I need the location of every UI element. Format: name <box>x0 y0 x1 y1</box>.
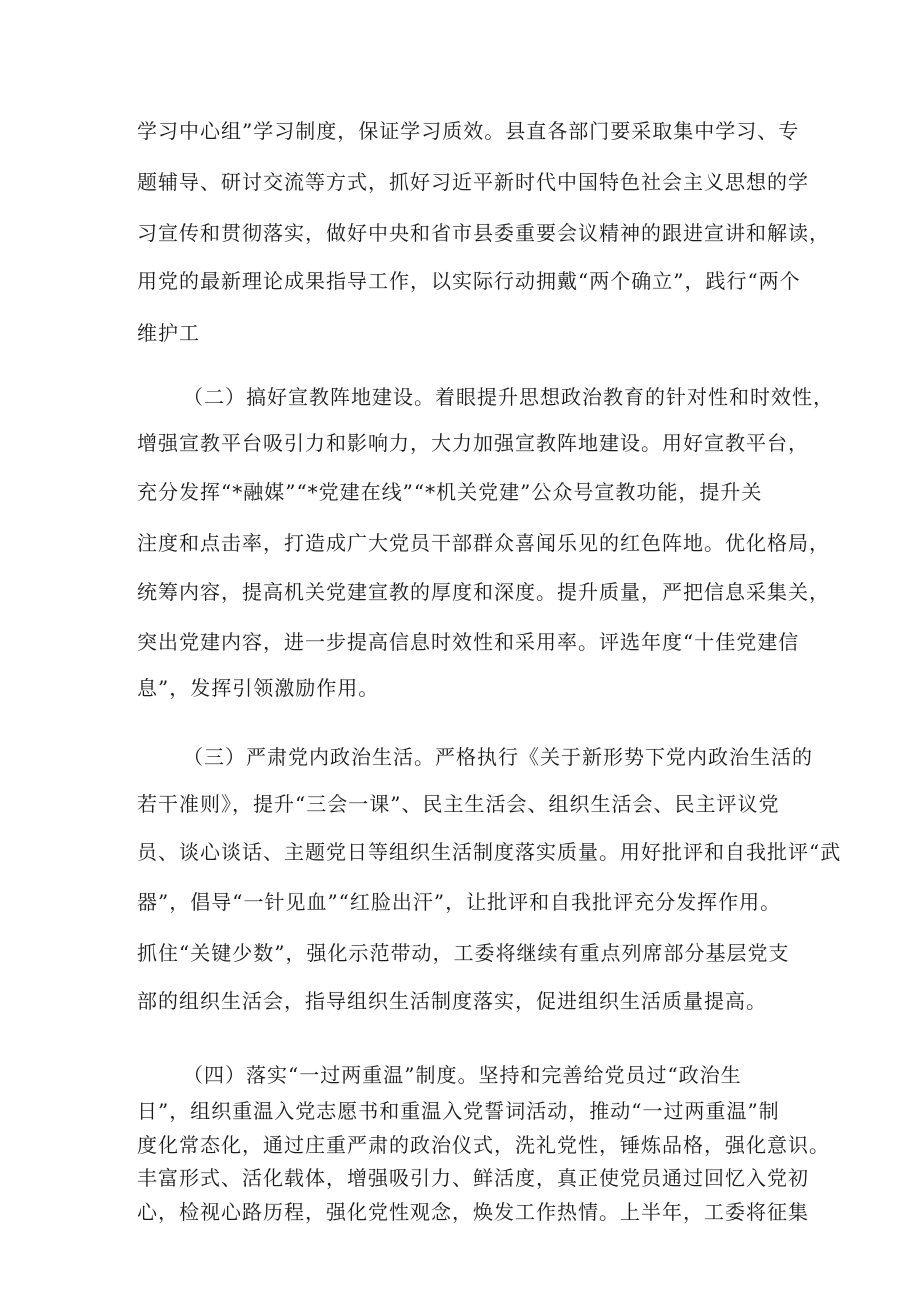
text-line: 丰富形式、活化载体，增强吸引力、鲜活度，真正使党员通过回忆入党初 <box>137 1166 809 1190</box>
text-line: 部的组织生活会，指导组织生活制度落实，促进组织生活质量提高。 <box>137 989 767 1013</box>
text-line: 学习中心组”学习制度，保证学习质效。县直各部门要采取集中学习、专 <box>137 119 800 143</box>
text-line: 维护工 <box>137 321 200 345</box>
text-line: 突出党建内容，进一步提高信息时效性和采用率。评选年度“十佳党建信 <box>137 630 800 654</box>
text-line: （四）落实“一过两重温”制度。坚持和完善给党员过“政治生 <box>183 1063 742 1087</box>
text-line: 用党的最新理论成果指导工作，以实际行动拥戴“两个确立”，践行“两个 <box>137 269 801 293</box>
text-line: 息”，发挥引领激励作用。 <box>137 676 380 700</box>
text-line: 度化常态化，通过庄重严肃的政治仪式，洗礼党性，锤炼品格，强化意识。 <box>137 1133 830 1157</box>
text-line: 日”，组织重温入党志愿书和重温入党誓词活动，推动“一过两重温”制 <box>137 1099 780 1123</box>
text-line: 员、谈心谈话、主题党日等组织生活制度落实质量。用好批评和自我批评“武 <box>137 840 842 864</box>
text-line: 若干准则》，提升“三会一课”、民主生活会、组织生活会、民主评议党 <box>137 792 780 816</box>
text-line: 题辅导、研讨交流等方式，抓好习近平新时代中国特色社会主义思想的学 <box>137 170 809 194</box>
text-line: 心，检视心路历程，强化党性观念，焕发工作热情。上半年，工委将征集 <box>137 1200 809 1224</box>
text-line: 抓住“关键少数”，强化示范带动，工委将继续有重点列席部分基层党支 <box>137 941 790 965</box>
text-line: 统筹内容，提高机关党建宣教的厚度和深度。提升质量，严把信息采集关， <box>137 580 830 604</box>
text-line: （二）搞好宣教阵地建设。着眼提升思想政治教育的针对性和时效性， <box>183 385 834 409</box>
text-line: 增强宣教平台吸引力和影响力，大力加强宣教阵地建设。用好宣教平台， <box>137 431 809 455</box>
text-line: 充分发挥“*融媒”“*党建在线”“*机关党建”公众号宣教功能，提升关 <box>137 480 763 504</box>
text-line: 器”，倡导“一针见血”“红脸出汗”，让批评和自我批评充分发挥作用。 <box>137 890 782 914</box>
text-line: 习宣传和贯彻落实，做好中央和省市县委重要会议精神的跟进宣讲和解读， <box>137 221 830 245</box>
text-line: （三）严肃党内政治生活。严格执行《关于新形势下党内政治生活的 <box>183 745 813 769</box>
text-line: 注度和点击率，打造成广大党员干部群众喜闻乐见的红色阵地。优化格局， <box>137 531 830 555</box>
